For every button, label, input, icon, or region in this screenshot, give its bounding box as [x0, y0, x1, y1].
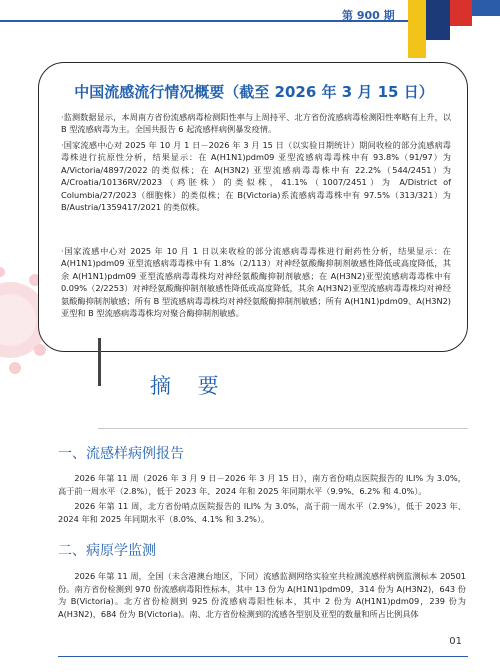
- red-block: [450, 0, 472, 26]
- section-2-heading: 二、病原学监测: [58, 543, 156, 559]
- overview-paragraph-3: ·国家流感中心对 2025 年 10 月 1 日以来收检的部分流感病毒毒株进行耐药性分析，结果显示：在 A(H1N1)pdm09 亚型流感病毒毒株中有 1.8%（2/113）对神经氨酸酶抑制剂敏感性降低或高度降低，其余 A(H1N1)pdm09 亚型流感病毒毒株均对神经氨酸酶抑制剂敏感；在 A(H3N2)亚型流感病毒毒株中有 0.09%（2/2253）对神经氨酸酶抑制剂敏感性降低或高度降低，其余 A(H3N2)亚型流感病毒毒株均对神经氨酸酶抑制剂敏感；所有 B 型流感病毒毒株均对神经氨酸酶抑制剂敏感；所有 A(H1N1)pdm09、A(H3N2)亚型和 B 型流感病毒毒株均对聚合酶抑制剂敏感。: [61, 246, 451, 319]
- overview-paragraph-1: ·监测数据显示，本周南方省份流感病毒检测阳性率与上周持平、北方省份流感病毒检测阳性率略有上升，以 B 型流感病毒为主。全国共报告 6 起流感样病例暴发疫情。: [61, 112, 451, 135]
- section-1-paragraph-2: 2026 年第 11 周，北方省份哨点医院报告的 ILI% 为 3.0%，高于前一周水平（2.9%），低于 2023 年、2024 年和 2025 年同期水平（8.0%、4.1% 和 3.2%）。: [58, 501, 466, 524]
- corner-color-blocks: [408, 0, 500, 58]
- footer-rule: [58, 656, 468, 657]
- yellow-block: [408, 0, 426, 58]
- overview-paragraph-2: ·国家流感中心对 2025 年 10 月 1 日－2026 年 3 月 15 日（以实验日期统计）期间收检的部分流感病毒毒株进行抗原性分析，结果显示：在 A(H1N1)pdm09 亚型流感病毒毒株中有 93.8%（91/97）为 A/Victoria/4897/2022 的类似株；在 A(H3N2) 亚型流感病毒毒株中有 22.2%（544/2451）为 A/Croatia/10136RV/2023（鸡胚株）的类似株，41.1%（1007/2451）为 A/District of Columbia/27/2023（细胞株）的类似株；在 B(Victoria)系流感病毒毒株中有 97.5%（313/321）为 B/Austria/1359417/2021 的类似株。: [61, 140, 451, 213]
- summary-heading: 摘 要: [150, 374, 229, 398]
- section-2-paragraph-1: 2026 年第 11 周，全国（未含港澳台地区，下同）流感监测网络实验室共检测流感样病例监测标本 20501 份。南方省份检测到 970 份流感病毒阳性标本，其中 13 份为 A(H1N1)pdm09，314 份为 A(H3N2)，643 份为 B(Victoria)。北方省份检测到 925 份流感病毒阳性标本，其中 2 份为 A(H1N1)pdm09，239 份为 A(H3N2)，684 份为 B(Victoria)。南、北方省份检测到的流感各型别及亚型的数量和所占比例具体: [58, 571, 466, 619]
- page-number: 01: [449, 636, 462, 647]
- section-1-heading: 一、流感样病例报告: [58, 446, 184, 462]
- navy-block: [426, 0, 450, 40]
- issue-number: 第 900 期: [342, 9, 395, 22]
- summary-accent-bar: [98, 338, 101, 386]
- section-1-paragraph-1: 2026 年第 11 周（2026 年 3 月 9 日－2026 年 3 月 15 日），南方省份哨点医院报告的 ILI% 为 3.0%，高于前一周水平（2.8%），低于 2023 年、2024 年和 2025 年同期水平（9.9%、6.2% 和 4.0%）。: [58, 473, 466, 496]
- overview-card: [38, 62, 468, 352]
- overview-title: 中国流感流行情况概要（截至 2026 年 3 月 15 日）: [74, 83, 434, 101]
- summary-divider: [98, 428, 468, 429]
- blue-block: [472, 0, 500, 16]
